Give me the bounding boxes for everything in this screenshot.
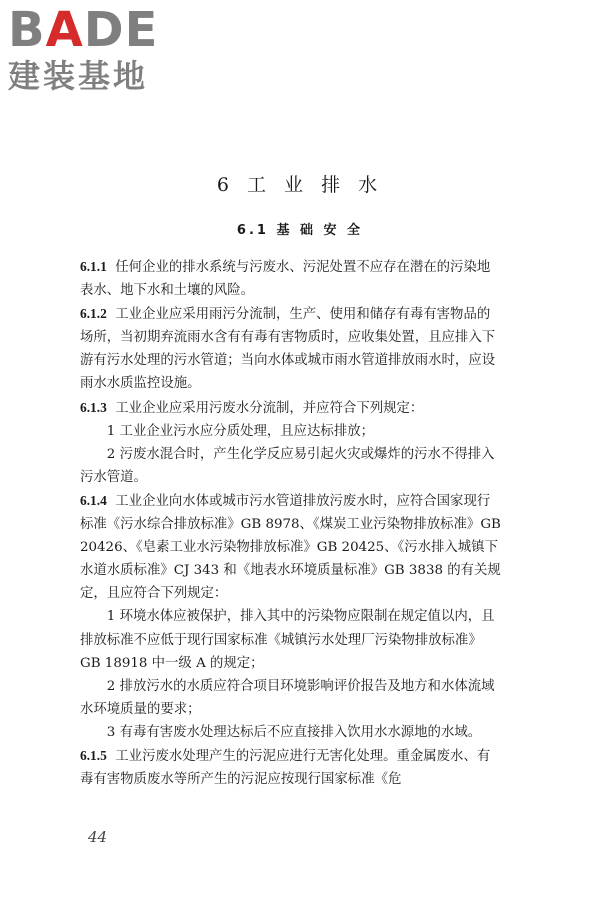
clause-6-1-5 [80, 744, 502, 791]
clause-number: 6.1.3 [80, 399, 107, 415]
clause-6-1-2 [80, 302, 502, 395]
logo-accent-letter: A [45, 2, 84, 58]
clause-6-1-3 [80, 396, 502, 420]
page-number: 44 [88, 828, 108, 846]
list-item: 1 工业企业污水应分质处理，且应达标排放； [106, 423, 374, 439]
body-text [80, 255, 502, 791]
clause-text: 工业企业应采用污废水分流制，并应符合下列规定： [115, 400, 424, 416]
clause-number: 6.1.2 [80, 306, 107, 322]
logo-subtitle: 建装基地 [8, 57, 149, 95]
clause-text: 任何企业的排水系统与污废水、污泥处置不应存在潜在的污染地表水、地下水和土壤的风险。 [80, 260, 491, 299]
list-item: 1 环境水体应被保护，排入其中的污染物应限制在规定值以内，且排放标准不应低于现行国家标准《城镇污水处理厂污染物排放标准》GB 18918 中一级 A 的规定； [80, 609, 495, 671]
logo-wordmark: BADE [8, 2, 159, 58]
list-item: 3 有毒有害废水处理达标后不应直接排入饮用水水源地的水域。 [106, 724, 482, 740]
section-title: 6.1 基 础 安 全 [236, 223, 364, 238]
list-item: 2 排放污水的水质应符合项目环境影响评价报告及地方和水体流域水环境质量的要求； [80, 678, 495, 717]
clause-text: 工业污废水处理产生的污泥应进行无害化处理。重金属废水、有毒有害物质废水等所产生的污泥应按现行国家标准《危 [80, 748, 491, 788]
chapter-title: 6 工 业 排 水 [216, 174, 384, 196]
clause-number: 6.1.1 [80, 259, 107, 274]
clause-text: 工业企业向水体或城市污水管道排放污废水时，应符合国家现行标准《污水综合排放标准》GB 8978、《煤炭工业污染物排放标准》GB 20426、《皂素工业水污染物排放标准》GB 20425、《污水排入城镇下水道水质标准》CJ 343 和《地表水环境质量标准》GB 3838 的有关规定，且应符合下列规定： [80, 493, 501, 602]
clause-number: 6.1.5 [80, 747, 107, 763]
clause-number: 6.1.4 [80, 492, 107, 508]
clause-text: 工业企业应采用雨污分流制，生产、使用和储存有毒有害物品的场所，当初期弃流雨水含有有毒有害物质时，应收集处置，且应排入下游有污水处理的污水管道；当向水体或城市雨水管道排放雨水时，应设雨水水质监控设施。 [80, 307, 496, 392]
brand-logo [8, 4, 178, 94]
clause-6-1-1 [80, 255, 502, 302]
clause-6-1-4 [80, 489, 502, 605]
list-item: 2 污废水混合时，产生化学反应易引起火灾或爆炸的污水不得排入污水管道。 [80, 446, 495, 485]
